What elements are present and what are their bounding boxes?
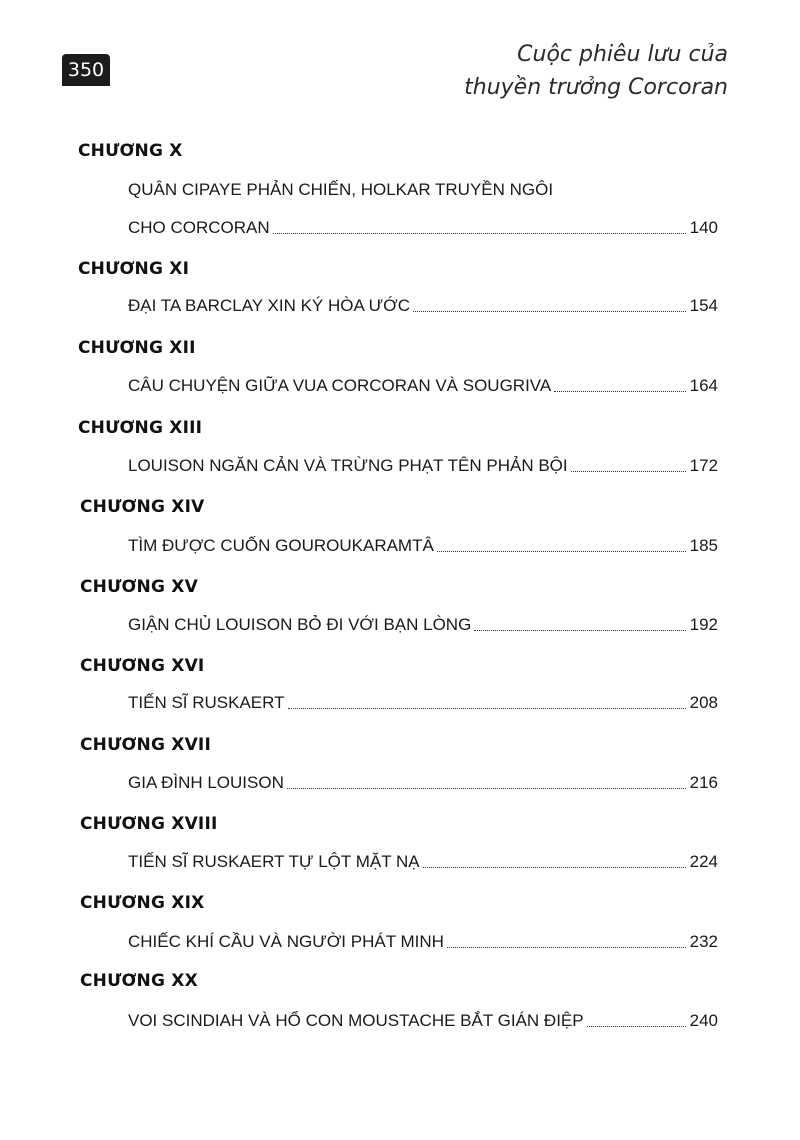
chapter-heading: CHƯƠNG XVII	[80, 735, 211, 755]
dot-leader	[413, 311, 686, 312]
dot-leader	[437, 551, 686, 552]
chapter-heading: CHƯƠNG XX	[80, 971, 198, 991]
toc-entry[interactable]	[128, 536, 718, 556]
toc-entry-title: QUÂN CIPAYE PHẢN CHIẾN, HOLKAR TRUYỀN NGÔI	[128, 180, 554, 199]
toc-entry-page: 232	[689, 932, 718, 951]
toc-entry[interactable]	[128, 852, 718, 872]
toc-entry-title: VOI SCINDIAH VÀ HỔ CON MOUSTACHE BẮT GIÁN ĐIỆP	[128, 1011, 584, 1030]
dot-leader	[287, 788, 686, 789]
chapter-heading: CHƯƠNG XIX	[80, 893, 205, 913]
toc-entry[interactable]	[128, 693, 718, 713]
toc-entry-title: CHIẾC KHÍ CẦU VÀ NGƯỜI PHÁT MINH	[128, 932, 444, 951]
dot-leader	[474, 630, 685, 631]
running-header-line-2: thuyền trưởng Corcoran	[464, 75, 728, 100]
dot-leader	[554, 391, 685, 392]
toc-entry-title: GIẬN CHỦ LOUISON BỎ ĐI VỚI BẠN LÒNG	[128, 615, 472, 634]
chapter-heading: CHƯƠNG XI	[78, 259, 190, 279]
dot-leader	[587, 1026, 686, 1027]
toc-entry-page: 140	[689, 218, 718, 237]
toc-entry-page: 185	[689, 536, 718, 555]
chapter-heading: CHƯƠNG XIII	[78, 418, 203, 438]
toc-entry-title: LOUISON NGĂN CẢN VÀ TRỪNG PHẠT TÊN PHẢN BỘI	[128, 456, 568, 475]
chapter-heading: CHƯƠNG XIV	[80, 497, 205, 517]
running-header-line-1: Cuộc phiêu lưu của	[517, 42, 728, 67]
toc-entry-title: TIẾN SĨ RUSKAERT	[128, 693, 285, 712]
dot-leader	[288, 708, 686, 709]
toc-entry-page: 240	[689, 1011, 718, 1030]
toc-entry[interactable]	[128, 376, 718, 396]
chapter-heading: CHƯƠNG X	[78, 141, 183, 161]
toc-entry-title: ĐẠI TA BARCLAY XIN KÝ HÒA ƯỚC	[128, 296, 410, 315]
toc-entry-title: CÂU CHUYỆN GIỮA VUA CORCORAN VÀ SOUGRIVA	[128, 376, 552, 395]
dot-leader	[447, 947, 686, 948]
page-number: 350	[62, 54, 110, 86]
chapter-heading: CHƯƠNG XII	[78, 338, 196, 358]
toc-entry-page: 154	[689, 296, 718, 315]
dot-leader	[571, 471, 686, 472]
toc-entry-title: TÌM ĐƯỢC CUỐN GOUROUKARAMTÂ	[128, 536, 434, 555]
toc-entry[interactable]	[128, 218, 718, 238]
toc-entry-title: CHO CORCORAN	[128, 218, 270, 237]
toc-entry-page: 224	[689, 852, 718, 871]
dot-leader	[423, 867, 686, 868]
toc-entry-title: TIẾN SĨ RUSKAERT TỰ LỘT MẶT NẠ	[128, 852, 420, 871]
toc-entry[interactable]	[128, 615, 718, 635]
toc-entry-page: 192	[689, 615, 718, 634]
toc-entry[interactable]	[128, 296, 718, 316]
toc-entry-page: 216	[689, 773, 718, 792]
toc-entry-page: 172	[689, 456, 718, 475]
dot-leader	[273, 233, 686, 234]
toc-entry[interactable]	[128, 456, 718, 476]
toc-entry[interactable]	[128, 1011, 718, 1031]
toc-entry-title: GIA ĐÌNH LOUISON	[128, 773, 284, 792]
chapter-heading: CHƯƠNG XV	[80, 577, 198, 597]
toc-entry-page: 164	[689, 376, 718, 395]
toc-entry-page: 208	[689, 693, 718, 712]
toc-entry[interactable]	[128, 773, 718, 793]
toc-entry[interactable]	[128, 932, 718, 952]
chapter-heading: CHƯƠNG XVI	[80, 656, 205, 676]
chapter-heading: CHƯƠNG XVIII	[80, 814, 218, 834]
